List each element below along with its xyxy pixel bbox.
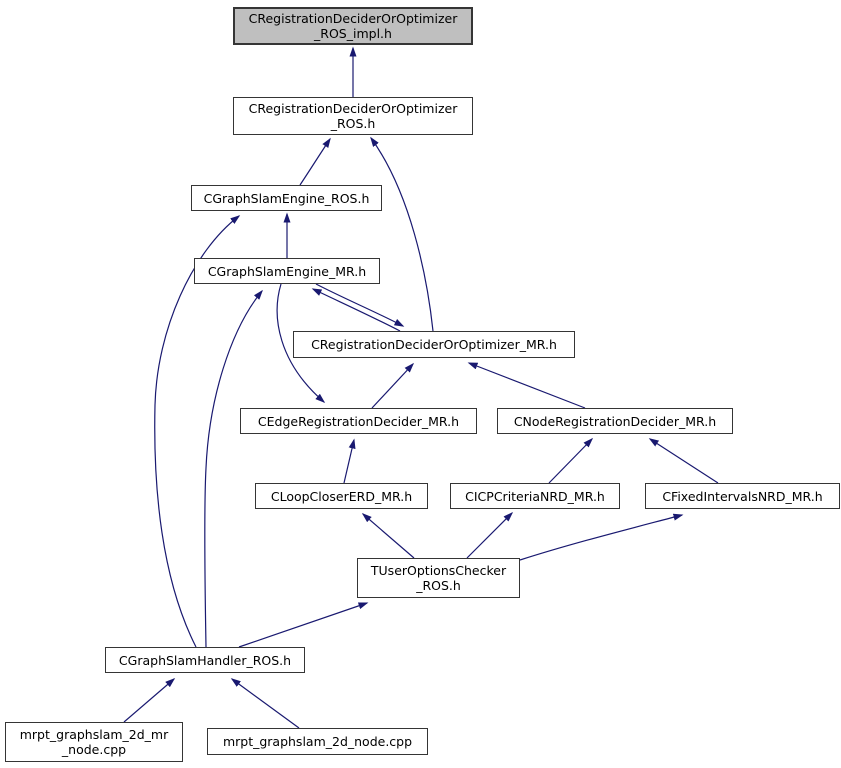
graph-node-engine-mr[interactable] xyxy=(194,258,380,284)
graph-node-engine-ros[interactable] xyxy=(191,185,382,211)
graph-node-mr-node-cpp[interactable] xyxy=(5,722,183,762)
graph-node-label: CICPCriteriaNRD_MR.h xyxy=(465,488,605,504)
edge-node-cpp-to-handler xyxy=(232,679,299,728)
graph-node-label: CLoopCloserERD_MR.h xyxy=(270,488,413,504)
edge-user-options-to-loopcloser xyxy=(363,514,414,558)
edge-user-options-to-fixed-intervals xyxy=(520,515,682,560)
edge-engine-ros-to-ros xyxy=(300,139,330,185)
graph-node-label: _ROS_impl.h xyxy=(314,26,392,41)
graph-node-handler[interactable] xyxy=(105,647,305,673)
graph-node-user-options[interactable] xyxy=(357,558,520,598)
graph-node-label: CGraphSlamEngine_ROS.h xyxy=(203,190,370,206)
graph-node-label: _node.cpp xyxy=(61,742,127,757)
graph-node-label: CEdgeRegistrationDecider_MR.h xyxy=(257,413,460,429)
graph-node-label: mrpt_graphslam_2d_mr xyxy=(19,727,169,742)
edge-optimizer-mr-to-ros xyxy=(371,138,433,331)
graph-node-ros-impl[interactable] xyxy=(233,7,473,45)
graph-node-label: CRegistrationDeciderOrOptimizer xyxy=(248,11,458,26)
graph-node-edge-decider-mr[interactable] xyxy=(240,408,477,434)
graph-node-loopcloser[interactable] xyxy=(255,483,428,509)
graph-node-optimizer-mr[interactable] xyxy=(293,331,575,358)
graph-node-label: CNodeRegistrationDecider_MR.h xyxy=(513,413,717,429)
graph-node-label: CRegistrationDeciderOrOptimizer xyxy=(248,101,458,116)
edge-loopcloser-to-edge-decider-mr xyxy=(344,440,354,483)
graph-node-label: _ROS.h xyxy=(416,578,461,593)
graph-node-label: CRegistrationDeciderOrOptimizer_MR.h xyxy=(311,337,557,352)
edge-handler-to-engine-mr xyxy=(205,291,262,647)
graph-node-node-cpp[interactable] xyxy=(207,728,428,755)
graph-node-label: CGraphSlamHandler_ROS.h xyxy=(118,652,292,668)
graph-node-label: TUserOptionsChecker xyxy=(370,563,507,578)
graph-node-label: _ROS.h xyxy=(330,116,376,131)
graph-node-fixed-intervals[interactable] xyxy=(645,483,840,509)
graph-node-label: CFixedIntervalsNRD_MR.h xyxy=(662,488,823,504)
graph-node-icp-criteria[interactable] xyxy=(450,483,620,509)
edge-handler-to-user-options xyxy=(239,603,367,647)
graph-node-label: mrpt_graphslam_2d_node.cpp xyxy=(222,734,413,749)
edge-fixed-intervals-to-node-decider-mr xyxy=(650,439,718,483)
edge-icp-criteria-to-node-decider-mr xyxy=(549,439,592,483)
graph-node-node-decider-mr[interactable] xyxy=(497,408,733,434)
edge-mr-node-cpp-to-handler xyxy=(124,679,174,722)
graph-node-label: CGraphSlamEngine_MR.h xyxy=(207,263,367,279)
edge-engine-mr-to-optimizer-mr xyxy=(316,284,403,326)
edge-edge-decider-mr-to-optimizer-mr xyxy=(372,364,413,408)
edge-node-decider-mr-to-optimizer-mr xyxy=(469,363,585,408)
graph-node-ros[interactable] xyxy=(233,97,473,135)
edge-optimizer-mr-to-engine-mr xyxy=(313,289,400,331)
edge-user-options-to-icp-criteria xyxy=(467,513,512,558)
